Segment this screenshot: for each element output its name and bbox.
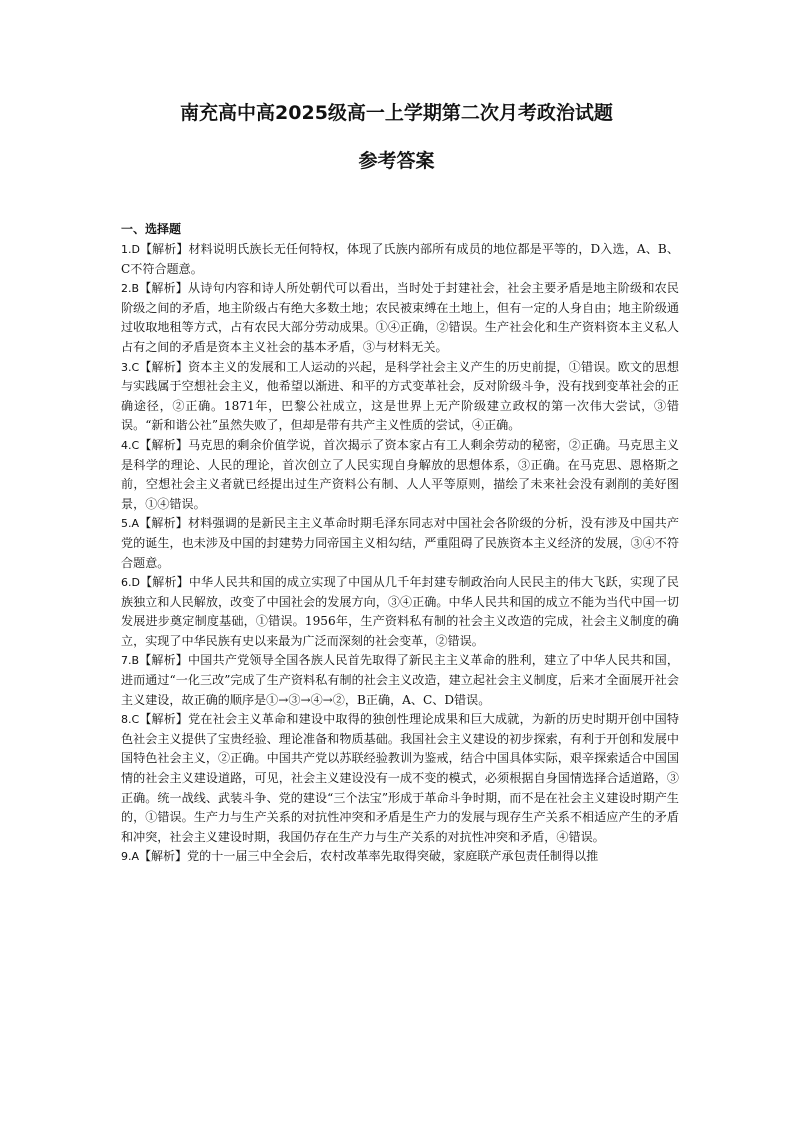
answer-item-8 bbox=[121, 710, 679, 847]
answer-number: 2.B bbox=[121, 282, 140, 296]
answer-number: 6.D bbox=[121, 576, 140, 590]
answer-text: 材料强调的是新民主主义革命时期毛泽东同志对中国社会各阶级的分析，没有涉及中国共产党的诞生，也未涉及中国的封建势力同帝国主义相勾结，严重阻碍了民族资本主义经济的发展，③④不符合题意。 bbox=[121, 516, 679, 570]
answer-list bbox=[121, 240, 679, 867]
analysis-tag: 【解析】 bbox=[139, 242, 189, 256]
answer-number: 4.C bbox=[121, 438, 140, 452]
answer-text: 中华人民共和国的成立实现了中国从几千年封建专制政治向人民民主的伟大飞跃，实现了民族独立和人民解放，改变了中国社会的发展方向，③④正确。中华人民共和国的成立不能为当代中国一切发展进步奠定制度基础，①错误。1956年，生产资料私有制的社会主义改造的完成，社会主义制度的确立，实现了中华民族有史以来最为广泛而深刻的社会变革，②错误。 bbox=[121, 575, 679, 648]
analysis-tag: 【解析】 bbox=[139, 575, 189, 590]
answer-text: 党的十一届三中全会后，农村改革率先取得突破，家庭联产承包责任制得以推 bbox=[187, 849, 599, 864]
answer-text: 资本主义的发展和工人运动的兴起，是科学社会主义产生的历史前提，①错误。欧文的思想与实践属于空想社会主义，他希望以渐进、和平的方式变革社会，反对阶级斗争，没有找到变革社会的正确途径，②正确。1871年，巴黎公社成立，这是世界上无产阶级建立政权的第一次伟大尝试，③错误。“新和谐公社”虽然失败了，但却是带有共产主义性质的尝试，④正确。 bbox=[121, 359, 679, 433]
answer-item-2 bbox=[121, 279, 679, 357]
answer-text: 马克思的剩余价值学说，首次揭示了资本家占有工人剩余劳动的秘密，②正确。马克思主义是科学的理论、人民的理论，首次创立了人民实现自身解放的思想体系，③正确。在马克思、恩格斯之前，空想社会主义者就已经提出过生产资料公有制、人人平等原则，描绘了未来社会没有剥削的美好图景，①④错误。 bbox=[121, 437, 679, 511]
answer-item-7 bbox=[121, 651, 679, 710]
answer-number: 8.C bbox=[121, 713, 140, 727]
answer-item-5 bbox=[121, 514, 679, 573]
analysis-tag: 【解析】 bbox=[139, 653, 188, 668]
analysis-tag: 【解析】 bbox=[139, 281, 188, 296]
page-title: 南充高中高2025级高一上学期第二次月考政治试题 bbox=[180, 102, 613, 124]
answer-item-9 bbox=[121, 847, 679, 867]
answer-number: 5.A bbox=[121, 517, 140, 531]
analysis-tag: 【解析】 bbox=[139, 437, 189, 452]
answer-text: 党在社会主义革命和建设中取得的独创性理论成果和巨大成就，为新的历史时期开创中国特色社会主义提供了宝贵经验、理论准备和物质基础。我国社会主义建设的初步探索，有利于开创和发展中国特色社会主义，②正确。中国共产党以苏联经验教训为鉴戒，结合中国具体实际，艰辛探索适合中国国情的社会主义建设道路，可见，社会主义建设没有一成不变的模式，必须根据自身国情选择合适道路，③正确。统一战线、武装斗争、党的建设“三个法宝”形成于革命斗争时期，而不是在社会主义建设时期产生的，①错误。生产力与生产关系的对抗性冲突和矛盾是生产力的发展与现存生产关系不相适应产生的矛盾和冲突，社会主义建设时期，我国仍存在生产力与生产关系的对抗性冲突和矛盾，④错误。 bbox=[121, 712, 679, 844]
analysis-tag: 【解析】 bbox=[139, 359, 189, 374]
answer-text: 中国共产党领导全国各族人民首先取得了新民主主义革命的胜利，建立了中华人民共和国，进而通过“一化三改”完成了生产资料私有制的社会主义改造，建立起社会主义制度，后来才全面展开社会主义建设，故正确的顺序是①→③→④→②，B正确，A、C、D错误。 bbox=[121, 653, 679, 707]
answer-number: 7.B bbox=[121, 654, 140, 668]
answer-text: 材料说明氏族长无任何特权，体现了氏族内部所有成员的地位都是平等的，D入选，A、B、C不符合题意。 bbox=[121, 242, 679, 276]
analysis-tag: 【解析】 bbox=[139, 712, 189, 727]
answer-item-1 bbox=[121, 240, 679, 279]
answer-number: 9.A bbox=[121, 850, 140, 864]
answer-item-4 bbox=[121, 436, 679, 514]
answer-item-6 bbox=[121, 573, 679, 651]
answer-text: 从诗句内容和诗人所处朝代可以看出，当时处于封建社会，社会主要矛盾是地主阶级和农民阶级之间的矛盾，地主阶级占有绝大多数土地；农民被束缚在土地上，但有一定的人身自由；地主阶级通过收取地租等方式，占有农民大部分劳动成果。①④正确，②错误。生产社会化和生产资料资本主义私人占有之间的矛盾是资本主义社会的基本矛盾，③与材料无关。 bbox=[121, 281, 679, 354]
answer-number: 1.D bbox=[121, 243, 140, 256]
answer-number: 3.C bbox=[121, 360, 140, 374]
answer-item-3 bbox=[121, 358, 679, 436]
section-heading: 一、选择题 bbox=[121, 222, 182, 236]
page-subtitle: 参考答案 bbox=[358, 150, 435, 172]
analysis-tag: 【解析】 bbox=[139, 849, 188, 864]
analysis-tag: 【解析】 bbox=[139, 516, 188, 531]
